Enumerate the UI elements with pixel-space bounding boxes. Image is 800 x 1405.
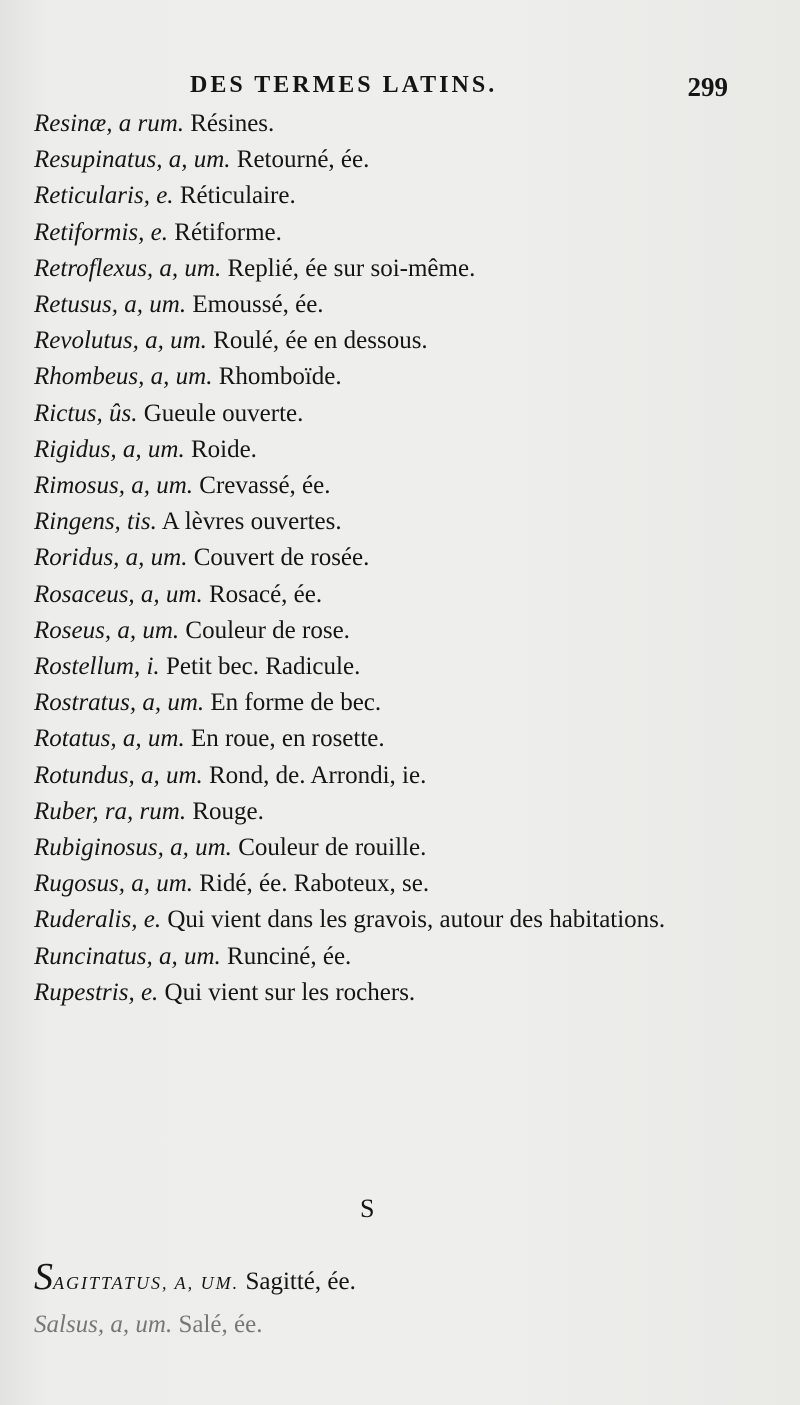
glossary-entry [34, 685, 754, 721]
page-number: 299 [687, 72, 728, 102]
french-definition: Couvert de rosée. [193, 544, 370, 572]
latin-term: Ruderalis, e. [34, 906, 162, 934]
french-definition: Retourné, ée. [236, 146, 370, 174]
glossary-entry [34, 975, 754, 1011]
french-definition: Rouge. [192, 797, 264, 825]
drop-cap: S [34, 1256, 53, 1298]
latin-term: Rosaceus, a, um. [34, 580, 203, 608]
glossary-entry [34, 866, 754, 902]
glossary-entry [34, 794, 754, 830]
french-definition: Qui vient sur les rochers. [164, 978, 416, 1006]
glossary-entry [34, 323, 754, 359]
latin-term: Retroflexus, a, um. [34, 254, 222, 282]
glossary-entries [34, 106, 754, 1011]
latin-term: Salsus, a, um. [34, 1311, 173, 1338]
french-definition: Petit bec. Radicule. [165, 653, 361, 681]
running-title: DES TERMES LATINS. [190, 72, 498, 98]
glossary-entry [34, 758, 754, 794]
glossary-entry [34, 830, 754, 866]
glossary-entry [34, 649, 754, 685]
latin-term: Rugosus, a, um. [34, 870, 194, 898]
glossary-entry [34, 142, 754, 178]
latin-term: Rupestris, e. [34, 978, 159, 1006]
latin-term: Roridus, a, um. [34, 544, 188, 572]
glossary-entry [34, 721, 754, 757]
french-definition: Ridé, ée. Raboteux, se. [199, 870, 430, 898]
french-definition: En roue, en rosette. [190, 725, 385, 753]
latin-term: Resupinatus, a, um. [34, 146, 231, 174]
latin-term: Revolutus, a, um. [34, 327, 207, 355]
latin-term: Retiformis, e. [34, 218, 169, 246]
french-definition: Résines. [190, 110, 275, 137]
french-definition: Rond, de. Arrondi, ie. [209, 761, 427, 789]
glossary-entry [34, 432, 754, 468]
glossary-entry [34, 939, 754, 975]
french-definition: Emoussé, ée. [192, 291, 324, 319]
latin-term: Retusus, a, um. [34, 291, 187, 319]
latin-term: Ringens, tis. [34, 508, 157, 536]
glossary-entry [34, 287, 754, 323]
latin-term: AGITTATUS, A, UM. [53, 1273, 240, 1293]
glossary-entries-s [34, 1256, 754, 1346]
latin-term: Rubiginosus, a, um. [34, 834, 232, 862]
latin-term: Runcinatus, a, um. [34, 942, 221, 970]
glossary-entry [34, 577, 754, 613]
french-definition: Couleur de rose. [185, 616, 350, 644]
glossary-entry [34, 468, 754, 504]
french-definition: En forme de bec. [210, 689, 382, 717]
french-definition: A lèvres ouvertes. [161, 508, 342, 536]
latin-term: Rhombeus, a, um. [34, 363, 213, 391]
french-definition: Runciné, ée. [227, 942, 352, 970]
french-definition: Replié, ée sur soi-même. [227, 254, 476, 282]
french-definition: Roide. [190, 435, 257, 463]
french-definition: Réticulaire. [179, 182, 296, 210]
french-definition: Qui vient dans les gravois, autour des habitations. [167, 906, 666, 934]
latin-term: Roseus, a, um. [34, 616, 180, 644]
glossary-entry [34, 540, 754, 576]
latin-term: Rostratus, a, um. [34, 689, 205, 717]
glossary-entry [34, 106, 754, 142]
latin-term: Rotatus, a, um. [34, 725, 185, 753]
section-heading: S [360, 1194, 375, 1223]
glossary-entry [34, 178, 754, 214]
page-header [190, 72, 730, 102]
french-definition: Roulé, ée en dessous. [213, 327, 428, 355]
glossary-entry [34, 251, 754, 287]
french-definition: Rétiforme. [174, 218, 282, 246]
glossary-entry [34, 613, 754, 649]
glossary-entry [34, 902, 754, 938]
latin-term: Rigidus, a, um. [34, 435, 185, 463]
latin-term: Reticularis, e. [34, 182, 174, 210]
french-definition: Salé, ée. [178, 1311, 263, 1338]
french-definition: Rhomboïde. [218, 363, 342, 391]
glossary-entry [34, 396, 754, 432]
glossary-entry [34, 504, 754, 540]
french-definition: Couleur de rouille. [238, 834, 427, 862]
latin-term: Ruber, ra, rum. [34, 797, 187, 825]
latin-term: Rostellum, i. [34, 653, 160, 681]
latin-term: Resinæ, a rum. [34, 110, 184, 137]
latin-term: Rimosus, a, um. [34, 472, 194, 500]
latin-term: Rotundus, a, um. [34, 761, 203, 789]
glossary-entry [34, 1304, 754, 1346]
glossary-entry [34, 215, 754, 251]
glossary-entry [34, 1256, 754, 1304]
latin-term: Rictus, ûs. [34, 399, 138, 427]
french-definition: Rosacé, ée. [208, 580, 323, 608]
french-definition: Gueule ouverte. [143, 399, 304, 427]
glossary-entry [34, 359, 754, 395]
french-definition: Sagitté, ée. [245, 1268, 356, 1295]
french-definition: Crevassé, ée. [199, 472, 331, 500]
